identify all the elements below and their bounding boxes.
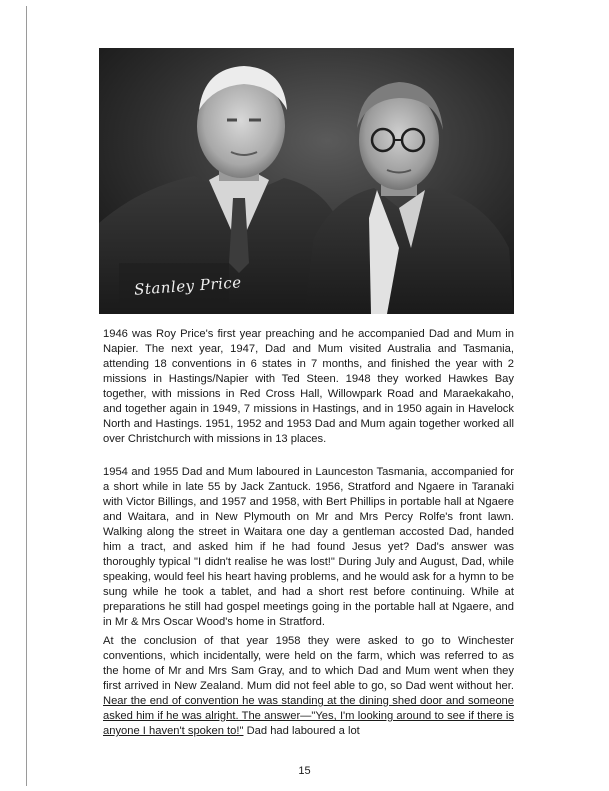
photographer-signature: Stanley Price [133, 273, 243, 299]
paragraph-3 [103, 634, 514, 739]
paragraph-3-underlined: Near the end of convention he was standing at the dining shed door and someone asked him if he was alright. The answer—"Yes, I'm looking around to see if there is anyone I haven't spoken to!" [103, 695, 514, 737]
paragraph-3-start: At the conclusion of that year 1958 they were asked to go to Winchester conventions, which incidentally, were held on the farm, which was referred to as the home of Mr and Mrs Sam Gray, and to which Dad and Mum went when they first arrived in New Zealand. Mum did not feel able to go, so Dad went without her. [103, 635, 514, 692]
paragraph-2-text: 1954 and 1955 Dad and Mum laboured in Launceston Tasmania, accompanied for a short while in late 55 by Jack Zantuck. 1956, Stratford and Ngaere in Taranaki with Victor Billings, and 1957 and 1958, with Bert Phillips in portable hall at Ngaere and Waitara, and in New Plymouth on Mr and Mrs Percy Rolfe's front lawn. Walking along the street in Waitara one day a gentleman accosted Dad, handed him a tract, and asked him if he had found Jesus yet? Dad's answer was thoroughly typical "I didn't realise he was lost!" During July and August, Dad, while speaking, would feel his heart having problems, and he would ask for a hymn to be sung while he took a tablet, and had a short rest before continuing. While at preparations he still had gospel meetings going in the portable hall at Ngaere, and in Mr & Mrs Oscar Wood's home in Stratford. [103, 466, 514, 628]
page-margin-line [26, 6, 27, 786]
portrait-photo [99, 48, 514, 314]
paragraph-2 [103, 465, 514, 630]
paragraph-1 [103, 327, 514, 447]
paragraph-3-text [103, 634, 514, 739]
paragraph-1-text: 1946 was Roy Price's first year preaching and he accompanied Dad and Mum in Napier. The next year, 1947, Dad and Mum visited Australia and Tasmania, attending 18 conventions in 6 states in 7 months, and finished the year with 2 missions in Hastings/Napier with Ted Steen. 1948 they worked Hawkes Bay together, with missions in Red Cross Hall, Willowpark Road and Maraekakaho, and together again in 1949, 7 missions in Hastings, and in 1950 again in Havelock North and Hastings. 1951, 1952 and 1953 Dad and Mum again together worked all over Christchurch with missions in 13 places. [103, 328, 514, 445]
page-number: 15 [298, 765, 311, 777]
portrait-photo-drawing [99, 48, 514, 314]
paragraph-3-end: Dad had laboured a lot [246, 725, 360, 737]
